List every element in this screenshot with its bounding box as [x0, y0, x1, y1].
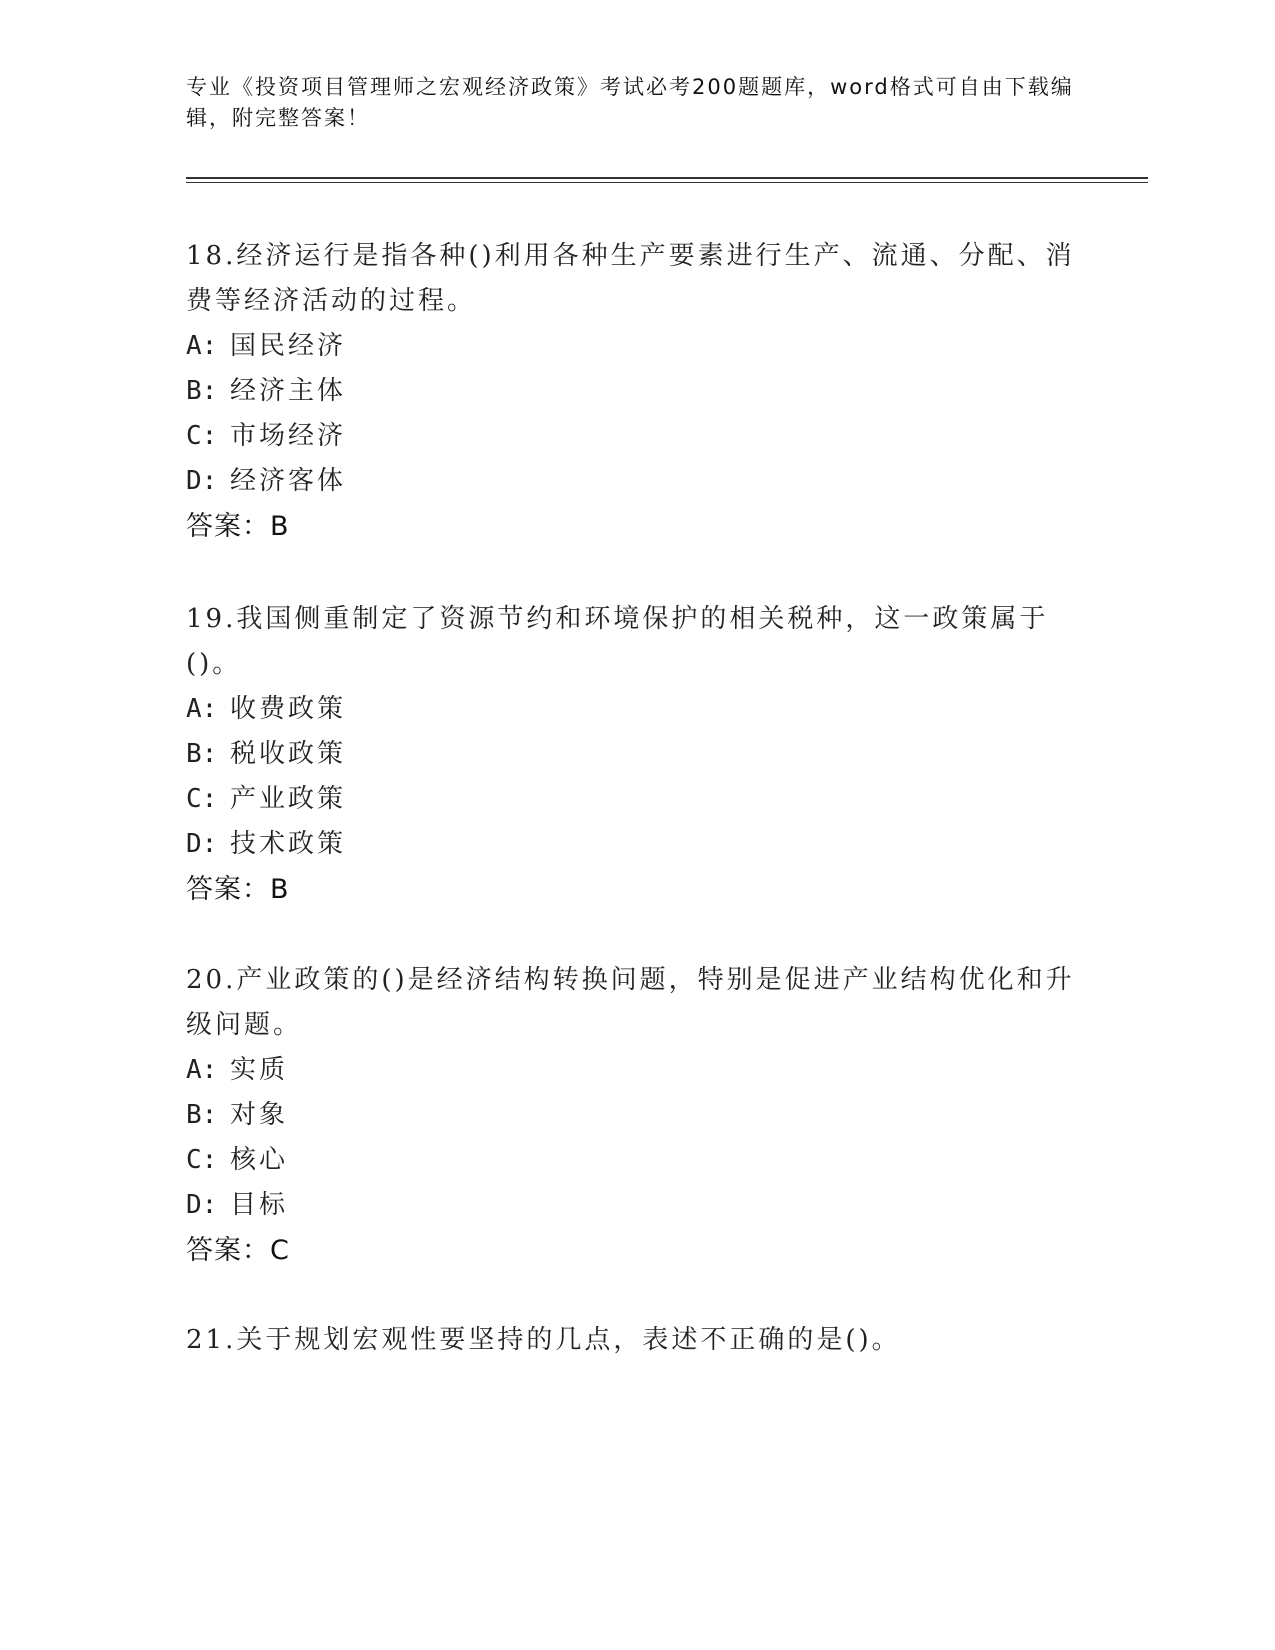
option-key: C:: [186, 784, 218, 814]
option-label: 产业政策: [230, 784, 347, 814]
option-a: [186, 1048, 1076, 1093]
question-text: 18.经济运行是指各种()利用各种生产要素进行生产、流通、分配、消费等经济活动的过程。: [186, 241, 1075, 316]
option-a: [186, 324, 1076, 369]
header-divider-thin: [186, 182, 1148, 183]
option-c: [186, 1138, 1076, 1183]
option-label: 目标: [230, 1190, 289, 1220]
option-d: [186, 822, 1076, 867]
option-c: [186, 414, 1076, 459]
document-header: [186, 72, 1076, 134]
option-key: A:: [186, 694, 218, 724]
option-key: A:: [186, 1055, 218, 1085]
header-divider-thick: [186, 177, 1148, 179]
question-text: 20.产业政策的()是经济结构转换问题，特别是促进产业结构优化和升级问题。: [186, 965, 1075, 1040]
question-19: [186, 597, 1076, 913]
option-label: 税收政策: [230, 739, 347, 769]
option-key: B:: [186, 1100, 218, 1130]
option-label: 经济客体: [230, 466, 347, 496]
option-key: B:: [186, 739, 218, 769]
option-label: 核心: [230, 1145, 289, 1175]
option-key: B:: [186, 376, 218, 406]
header-text: 专业《投资项目管理师之宏观经济政策》考试必考200题题库，word格式可自由下载编辑，附完整答案！: [186, 75, 1074, 130]
option-key: D:: [186, 829, 218, 859]
answer: 答案：C: [186, 1235, 290, 1266]
question-18: [186, 234, 1076, 550]
option-key: D:: [186, 466, 218, 496]
option-key: A:: [186, 331, 218, 361]
option-key: C:: [186, 1145, 218, 1175]
option-label: 对象: [230, 1100, 289, 1130]
question-text: 21.关于规划宏观性要坚持的几点，表述不正确的是()。: [186, 1325, 901, 1355]
option-label: 实质: [230, 1055, 289, 1085]
option-label: 技术政策: [230, 829, 347, 859]
answer: 答案：B: [186, 874, 290, 905]
option-b: [186, 1093, 1076, 1138]
option-a: [186, 687, 1076, 732]
option-label: 经济主体: [230, 376, 347, 406]
option-d: [186, 459, 1076, 504]
option-key: C:: [186, 421, 218, 451]
option-c: [186, 777, 1076, 822]
option-d: [186, 1183, 1076, 1228]
option-label: 收费政策: [230, 694, 347, 724]
question-21: [186, 1318, 1076, 1363]
question-20: [186, 958, 1076, 1274]
answer: 答案：B: [186, 511, 290, 542]
option-label: 国民经济: [230, 331, 347, 361]
question-text: 19.我国侧重制定了资源节约和环境保护的相关税种，这一政策属于()。: [186, 604, 1049, 679]
option-b: [186, 732, 1076, 777]
option-label: 市场经济: [230, 421, 347, 451]
option-b: [186, 369, 1076, 414]
option-key: D:: [186, 1190, 218, 1220]
